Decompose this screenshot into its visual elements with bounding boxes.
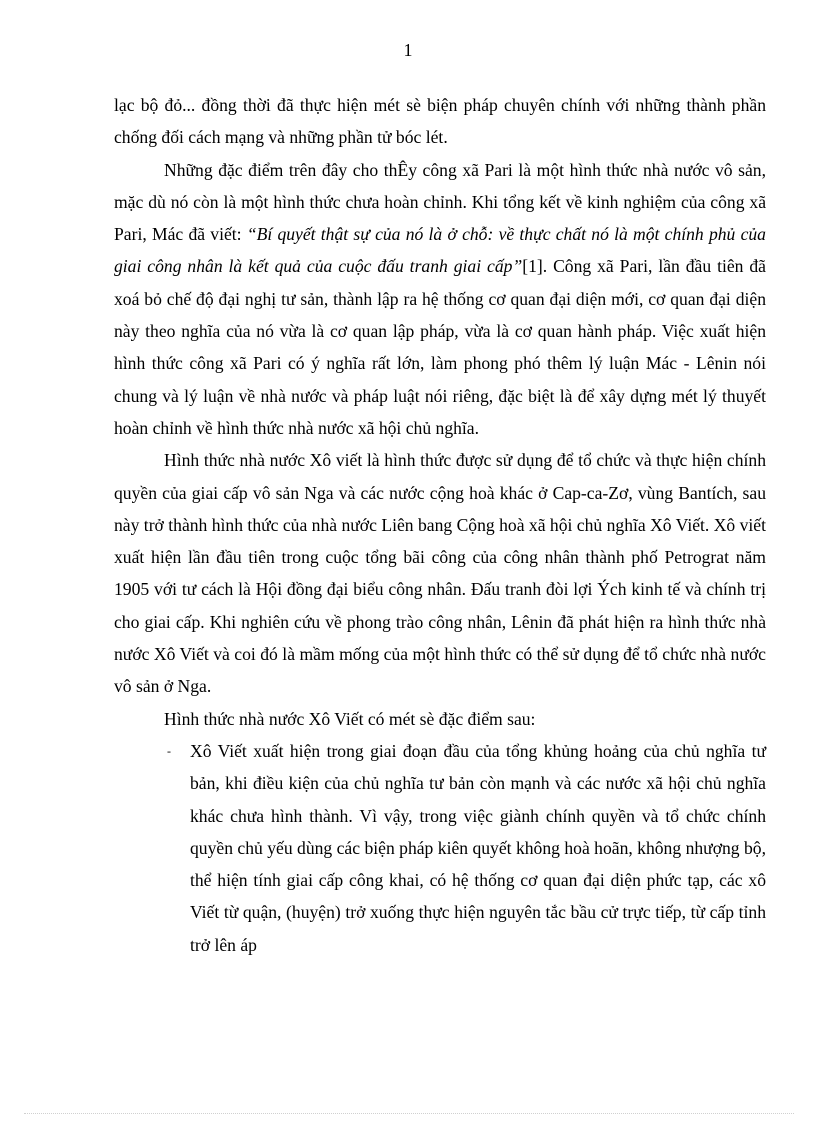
paragraph-continuation: lạc bộ đỏ... đồng thời đã thực hiện mét sè biện pháp chuyên chính với những thành phần chống đối cách mạng và những phần tử bóc lét.	[114, 95, 766, 148]
paragraph-paris-commune	[114, 154, 766, 445]
paragraph-text: [1]. Công xã Pari, lần đầu tiên đã xoá bỏ chế độ đại nghị tư sản, thành lập ra hệ thống cơ quan đại diện mới, cơ quan đại diện này theo nghĩa của nó vừa là cơ quan lập pháp, vừa là cơ quan hành pháp. Việc xuất hiện hình thức công xã Pari có ý nghĩa rất lớn, làm phong phó thêm lý luận Mác - Lênin nói chung và lý luận về nhà nước và pháp luật nói riêng, đặc biệt là để xây dựng mét lý thuyết hoàn chỉnh về hình thức nhà nước xã hội chủ nghĩa.	[114, 256, 766, 438]
paragraph-text: Những đặc điểm trên đây cho thÊy công xã Pari là một hình thức nhà nước vô sản, mặc dù nó còn là một hình thức chưa hoàn chỉnh. Khi tổng kết về kinh nghiệm của công xã Pari, Mác đã viết:	[114, 159, 766, 245]
dash-bullet-icon: -	[167, 743, 171, 758]
marx-quote: “Bí quyết thật sự của nó là ở chỗ: về thực chất nó là một chính phủ của giai công nhân là kết quả của cuộc đấu tranh giai cấp”	[114, 224, 766, 277]
document-body	[114, 89, 766, 961]
page-bottom-divider	[24, 1113, 794, 1114]
page-number: 1	[403, 40, 413, 60]
paragraph-features-intro: Hình thức nhà nước Xô Viết có mét sè đặc điểm sau:	[164, 708, 536, 729]
list-item-text: Xô Viết xuất hiện trong giai đoạn đầu của tổng khủng hoảng của chủ nghĩa tư bản, khi điều kiện của chủ nghĩa tư bản còn mạnh và các nước xã hội chủ nghĩa khác chưa hình thành. Vì vậy, trong việc giành chính quyền và tổ chức chính quyền chủ yếu dùng các biện pháp kiên quyết không hoà hoãn, không nhượng bộ, thể hiện tính giai cấp công khai, có hệ thống cơ quan đại diện phức tạp, các xô Viết từ quận, (huyện) trở xuống thực hiện nguyên tắc bầu cử trực tiếp, từ cấp tỉnh trở lên áp	[190, 740, 766, 955]
paragraph-soviet-form: Hình thức nhà nước Xô viết là hình thức được sử dụng để tổ chức và thực hiện chính quyền của giai cấp vô sản Nga và các nước cộng hoà khác ở Cap-ca-Zơ, vùng Bantích, sau này trở thành hình thức của nhà nước Liên bang Cộng hoà xã hội chủ nghĩa Xô Viết. Xô viết xuất hiện lần đầu tiên trong cuộc tổng bãi công của công nhân thành phố Petrograt năm 1905 với tư cách là Hội đồng đại biểu công nhân. Đấu tranh đòi lợi Ých kinh tế và chính trị cho giai cấp. Khi nghiên cứu về phong trào công nhân, Lênin đã phát hiện ra hình thức nhà nước Xô Viết và coi đó là mầm mống của một hình thức có thể sử dụng để tổ chức nhà nước vô sản ở Nga.	[114, 450, 766, 697]
list-item	[114, 735, 766, 961]
features-list	[114, 735, 766, 961]
